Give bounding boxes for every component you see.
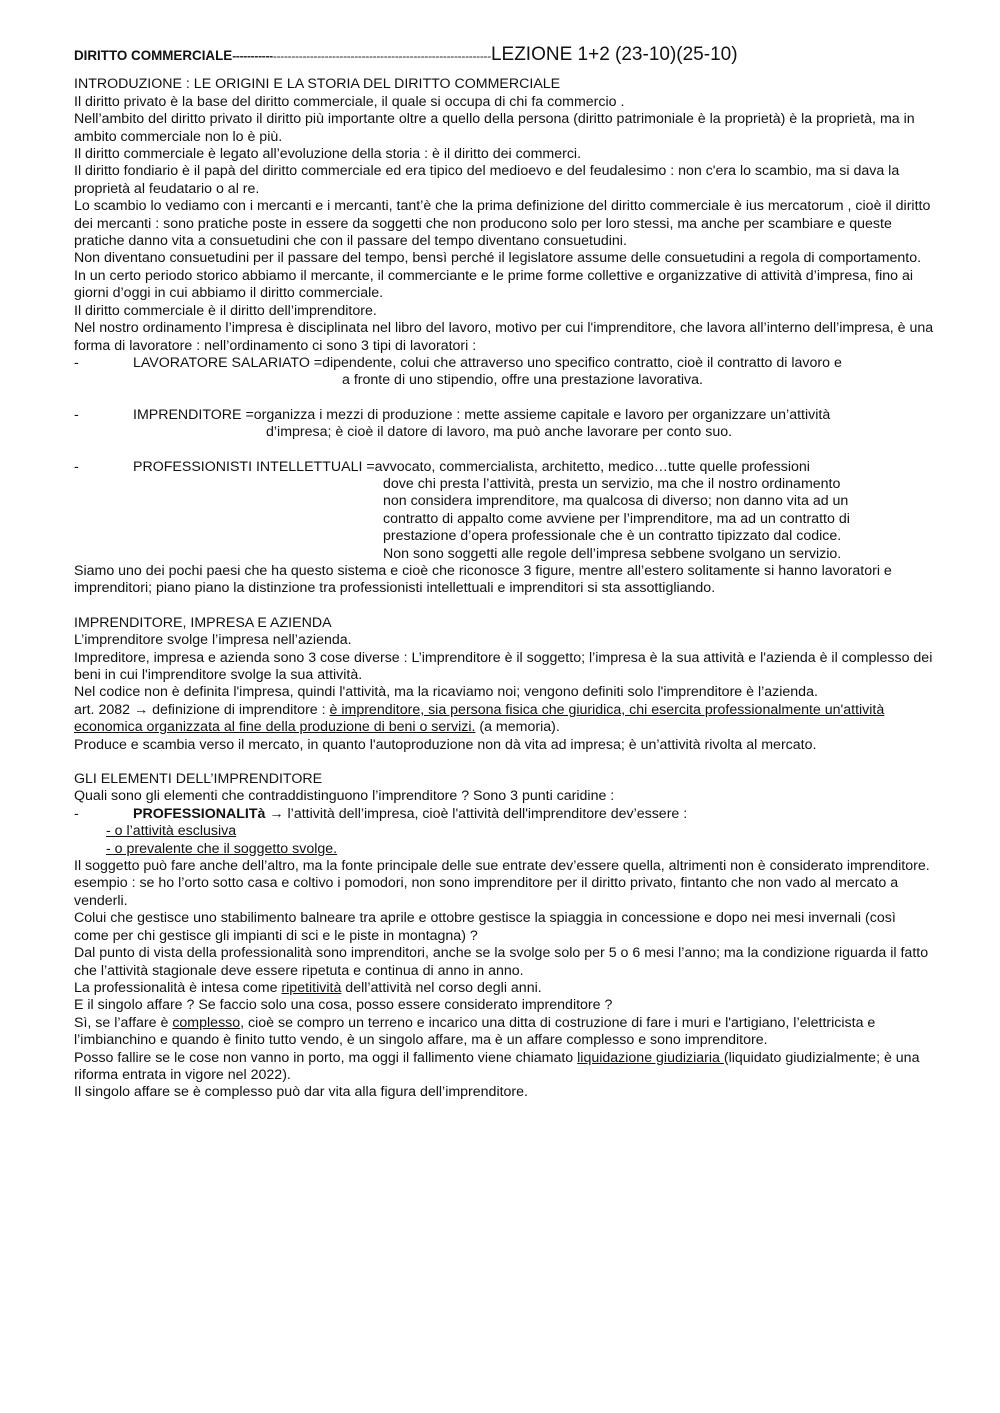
paragraph: Nell’ambito del diritto privato il diritto più importante oltre a quello della persona (diritto patrimoniale è la proprietà) è la proprietà, ma in ambito commerciale non lo è più. xyxy=(74,111,915,145)
paragraph: Il diritto commerciale è legato all’evoluzione della storia : è il diritto dei commerci. xyxy=(74,146,582,163)
underlined-definition: è imprenditore, sia persona fisica che giuridica, chi esercita professionalmente un'attività economica organizzata al fine della produzione di beni o servizi. xyxy=(74,701,885,736)
lesson-title: LEZIONE 1+2 (23-10)(25-10) xyxy=(490,44,738,65)
paragraph: Nel nostro ordinamento l’impresa è disciplinata nel libro del lavoro, motivo per cui l'imprenditore, che lavora all’interno dell’impresa, è una forma di lavoratore : nell’ordinamento ci sono 3 tipi di lavoratori : xyxy=(74,320,934,354)
list-label: PROFESSIONALITà xyxy=(133,805,266,822)
list-bullet: - xyxy=(74,458,79,475)
paragraph: In un certo periodo storico abbiamo il mercante, il commerciante e le prime forme collettive e organizzative di attività d’impresa, fino ai giorni d’oggi in cui abbiamo il diritto commerciale. xyxy=(74,267,914,302)
list-text: dipendente, colui che attraverso uno specifico contratto, cioè il contratto di lavoro e xyxy=(322,354,842,371)
paragraph: Il soggetto può fare anche dell’altro, ma la fonte principale delle sue entrate dev’essere quella, altrimenti non è considerato imprenditore. xyxy=(74,858,930,875)
list-label: PROFESSIONISTI INTELLETTUALI = xyxy=(133,458,375,475)
paragraph: Impreditore, impresa e azienda sono 3 cose diverse : L’imprenditore è il soggetto; l’impresa è la sua attività e l'azienda è il complesso dei beni in cui l'imprenditore svolge la sua attività. xyxy=(74,649,933,683)
paragraph: La professionalità è intesa come ripetitività dell’attività nel corso degli anni. xyxy=(74,979,542,996)
list-text: avvocato, commercialista, architetto, medico…tutte quelle professioni xyxy=(374,458,810,475)
list-text: d’impresa; è cioè il datore di lavoro, ma può anche lavorare per conto suo. xyxy=(266,424,733,441)
list-label: LAVORATORE SALARIATO = xyxy=(133,354,323,371)
course-title: DIRITTO COMMERCIALE xyxy=(74,48,233,63)
paragraph: L’imprenditore svolge l’impresa nell’azienda. xyxy=(74,632,352,649)
list-text: dove chi presta l’attività, presta un servizio, ma che il nostro ordinamento xyxy=(383,475,841,492)
paragraph: Lo scambio lo vediamo con i mercanti e i mercanti, tant’è che la prima definizione del diritto commerciale è ius mercatorum , cioè il diritto dei mercanti : sono pratiche poste in essere da soggetti che non producono solo per loro stessi, ma anche per scambiare e queste pratiche danno vita a consuetudini che con il passare del tempo diventano consuetudini. xyxy=(74,198,931,250)
section-title-imprenditore-impresa-azienda: IMPRENDITORE, IMPRESA E AZIENDA xyxy=(74,614,332,631)
list-text: non considera imprenditore, ma qualcosa di diverso; non danno vita ad un xyxy=(383,493,849,510)
sub-item: - o l’attività esclusiva xyxy=(106,823,237,840)
paragraph: Il diritto privato è la base del diritto commerciale, il quale si occupa di chi fa commercio . xyxy=(74,93,625,110)
list-label: IMPRENDITORE = xyxy=(133,406,254,423)
list-text: organizza i mezzi di produzione : mette assieme capitale e lavoro per organizzare un’attività xyxy=(253,406,831,423)
paragraph: Il singolo affare se è complesso può dar vita alla figura dell’imprenditore. xyxy=(74,1084,528,1101)
list-item-professionalita: - PROFESSIONALITà → l’attività dell’impresa, cioè l'attività dell'imprenditore dev’essere : xyxy=(74,805,688,822)
paragraph: esempio : se ho l’orto sotto casa e coltivo i pomodori, non sono imprenditore per il diritto privato, fintanto che non vado al mercato a venderli. xyxy=(74,875,899,909)
paragraph: Nel codice non è definita l'impresa, quindi l'attività, ma la ricaviamo noi; vengono definiti solo l'imprenditore è l’azienda. xyxy=(74,684,818,701)
list-bullet: - xyxy=(74,406,79,423)
header-separator: ---------------------------------------------------------------------- xyxy=(232,49,491,63)
paragraph: Colui che gestisce uno stabilimento balneare tra aprile e ottobre gestisce la spiaggia in concessione e dopo nei mesi invernali (così come per chi gestisce gli impianti di sci e le piste in montagna) ? xyxy=(74,910,896,944)
list-item-imprenditore xyxy=(74,407,934,442)
list-item-professionisti-intellettuali xyxy=(74,459,934,563)
section-title-elementi-imprenditore: GLI ELEMENTI DELL’IMPRENDITORE xyxy=(74,771,323,788)
paragraph: Sì, se l’affare è complesso, cioè se compro un terreno e incarico una ditta di costruzione di fare i muri e l'artigiano, l’elettricista e l’imbianchino e quando è finito tutto vendo, è un singolo affare, ma è un affare complesso e sono imprenditore. xyxy=(74,1014,876,1049)
paragraph: Posso fallire se le cose non vanno in porto, ma oggi il fallimento viene chiamato liquidazione giudiziaria (liquidato giudizialmente; è una riforma entrata in vigore nel 2022). xyxy=(74,1049,920,1083)
list-text: contratto di appalto come avviene per l’imprenditore, ma ad un contratto di xyxy=(383,510,850,527)
paragraph: E il singolo affare ? Se faccio solo una cosa, posso essere considerato imprenditore ? xyxy=(74,997,613,1014)
list-text: prestazione d’opera professionale che è un contratto tipizzato dal codice. xyxy=(383,528,842,545)
paragraph: Il diritto fondiario è il papà del diritto commerciale ed era tipico del medioevo e del feudalesimo : non c'era lo scambio, ma si dava la proprietà al feudatario o al re. xyxy=(74,163,900,197)
list-text: a fronte di uno stipendio, offre una prestazione lavorativa. xyxy=(342,372,703,389)
list-item-lavoratore-salariato xyxy=(74,355,934,390)
paragraph: Dal punto di vista della professionalità sono imprenditori, anche se la svolge solo per 5 o 6 mesi l’anno; ma la condizione riguarda il fatto che l’attività stagionale deve essere ripetuta e continua di anno in anno. xyxy=(74,945,929,979)
list-bullet: - xyxy=(74,354,79,371)
paragraph: Quali sono gli elementi che contraddistinguono l’imprenditore ? Sono 3 punti caridine : xyxy=(74,788,615,805)
list-bullet: - xyxy=(74,805,79,822)
paragraph: Produce e scambia verso il mercato, in quanto l'autoproduzione non dà vita ad impresa; è un’attività rivolta al mercato. xyxy=(74,736,817,753)
document-page xyxy=(74,46,934,1102)
article-definition: art. 2082 → definizione di imprenditore : è imprenditore, sia persona fisica che giuridica, chi esercita professionalmente un'attività economica organizzata al fine della produzione di beni o servizi. (a memoria). xyxy=(74,701,885,736)
paragraph: Il diritto commerciale è il diritto dell’imprenditore. xyxy=(74,302,377,319)
list-text: Non sono soggetti alle regole dell’impresa sebbene svolgano un servizio. xyxy=(383,545,842,562)
page-header xyxy=(74,46,934,65)
paragraph: Siamo uno dei pochi paesi che ha questo sistema e cioè che riconosce 3 figure, mentre all’estero solitamente si hanno lavoratori e imprenditori; piano piano la distinzione tra professionisti intellettuali e imprenditori si sta assottigliando. xyxy=(74,562,892,597)
section-title-introduzione: INTRODUZIONE : LE ORIGINI E LA STORIA DEL DIRITTO COMMERCIALE xyxy=(74,76,561,93)
sub-item: - o prevalente che il soggetto svolge. xyxy=(106,840,338,857)
paragraph: Non diventano consuetudini per il passare del tempo, bensì perché il legislatore assume delle consuetudini a regola di comportamento. xyxy=(74,250,922,267)
